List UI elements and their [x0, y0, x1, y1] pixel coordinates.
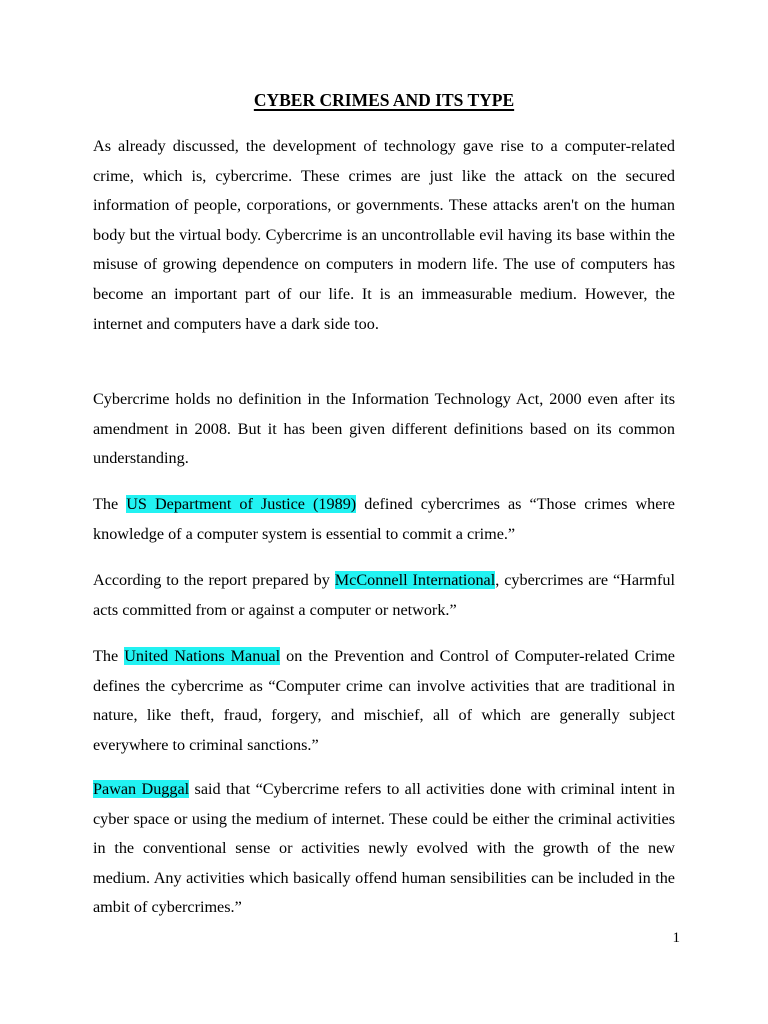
paragraph-text: The	[93, 647, 125, 665]
paragraph-text: on the Prevention and Control of Computer-related Crime defines the cybercrime as “Computer crime can involve activities that are traditional in nature, like theft, fraud, forgery, and mischief, all of which are generally subject everywhere to criminal sanctions.”	[93, 647, 675, 754]
paragraph-it-act: Cybercrime holds no definition in the Information Technology Act, 2000 even after its amendment in 2008. But it has been given different definitions based on its common understanding.	[93, 390, 675, 468]
highlighted-source: Pawan Duggal	[93, 780, 190, 798]
paragraph-introduction: As already discussed, the development of technology gave rise to a computer-related crime, which is, cybercrime. These crimes are just like the attack on the secured information of people, corporations, or governments. These attacks aren't on the human body but the virtual body. Cybercrime is an uncontrollable evil having its base within the misuse of growing dependence on computers in modern life. The use of computers has become an important part of our life. It is an immeasurable medium. However, the internet and computers have a dark side too.	[93, 137, 675, 333]
highlighted-source: McConnell International	[334, 571, 496, 589]
paragraph-text: , cybercrimes are “Harmful acts committed from or against a computer or network.”	[93, 571, 675, 619]
paragraph-text: defined cybercrimes as “Those crimes where knowledge of a computer system is essential to commit a crime.”	[93, 495, 675, 543]
paragraph-us-doj	[93, 490, 675, 549]
paragraph-text: The	[93, 495, 127, 513]
highlighted-source: United Nations Manual	[124, 647, 281, 665]
page-title-text: CYBER CRIMES AND ITS TYPE	[253, 90, 515, 110]
paragraph-mcconnell	[93, 566, 675, 625]
highlighted-source: US Department of Justice (1989)	[126, 495, 357, 513]
paragraph-un-manual	[93, 642, 675, 760]
paragraph-pawan-duggal	[93, 775, 675, 923]
paragraph-text: According to the report prepared by	[93, 571, 335, 589]
page-title	[0, 88, 768, 112]
page-number: 1	[672, 930, 680, 946]
paragraph-text: said that “Cybercrime refers to all activities done with criminal intent in cyber space or using the medium of internet. These could be either the criminal activities in the conventional sense or activities newly evolved with the growth of the new medium. Any activities which basically offend human sensibilities can be included in the ambit of cybercrimes.”	[93, 780, 675, 917]
